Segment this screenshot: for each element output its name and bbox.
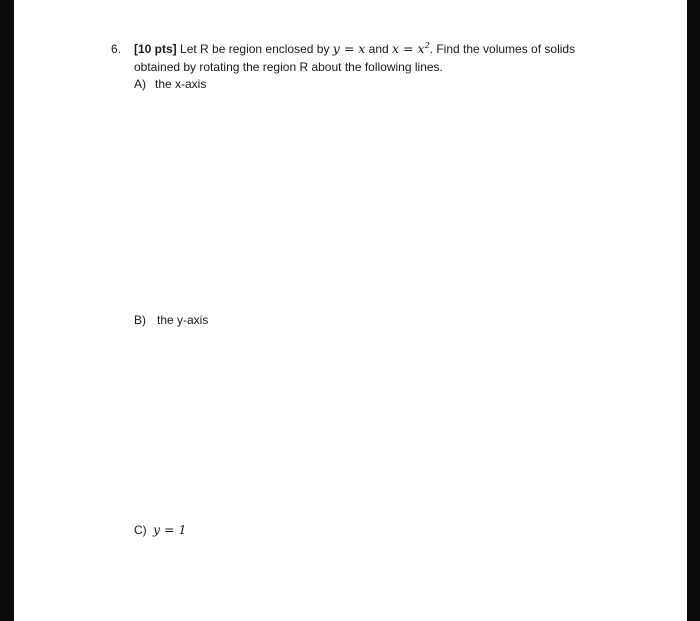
question-number: 6. — [111, 42, 122, 56]
question-points: [10 pts] — [134, 42, 177, 56]
equation-1: y = x — [332, 41, 366, 56]
question-line-2: obtained by rotating the region R about the following lines. — [134, 60, 443, 74]
part-c-label: C) — [134, 523, 147, 537]
equation-2 — [392, 41, 430, 56]
left-dark-margin — [0, 0, 14, 621]
part-a-label: A) — [134, 77, 146, 91]
equation-2-base: x = x — [392, 41, 425, 56]
question-line-1 — [134, 41, 575, 57]
part-b — [134, 312, 208, 328]
equation-2-exponent: 2 — [424, 41, 430, 50]
part-b-text: the y-axis — [157, 313, 209, 327]
question-text-part1: Let R be region enclosed by — [176, 42, 333, 56]
right-dark-margin — [687, 0, 700, 621]
document-page — [14, 0, 687, 621]
part-a — [134, 76, 206, 92]
question-text-and: and — [365, 42, 393, 56]
part-b-label: B) — [134, 313, 146, 327]
question-text-part2: . Find the volumes of solids — [429, 42, 576, 56]
part-a-text: the x-axis — [155, 77, 207, 91]
part-c — [134, 522, 186, 538]
part-c-text: y = 1 — [153, 522, 187, 537]
